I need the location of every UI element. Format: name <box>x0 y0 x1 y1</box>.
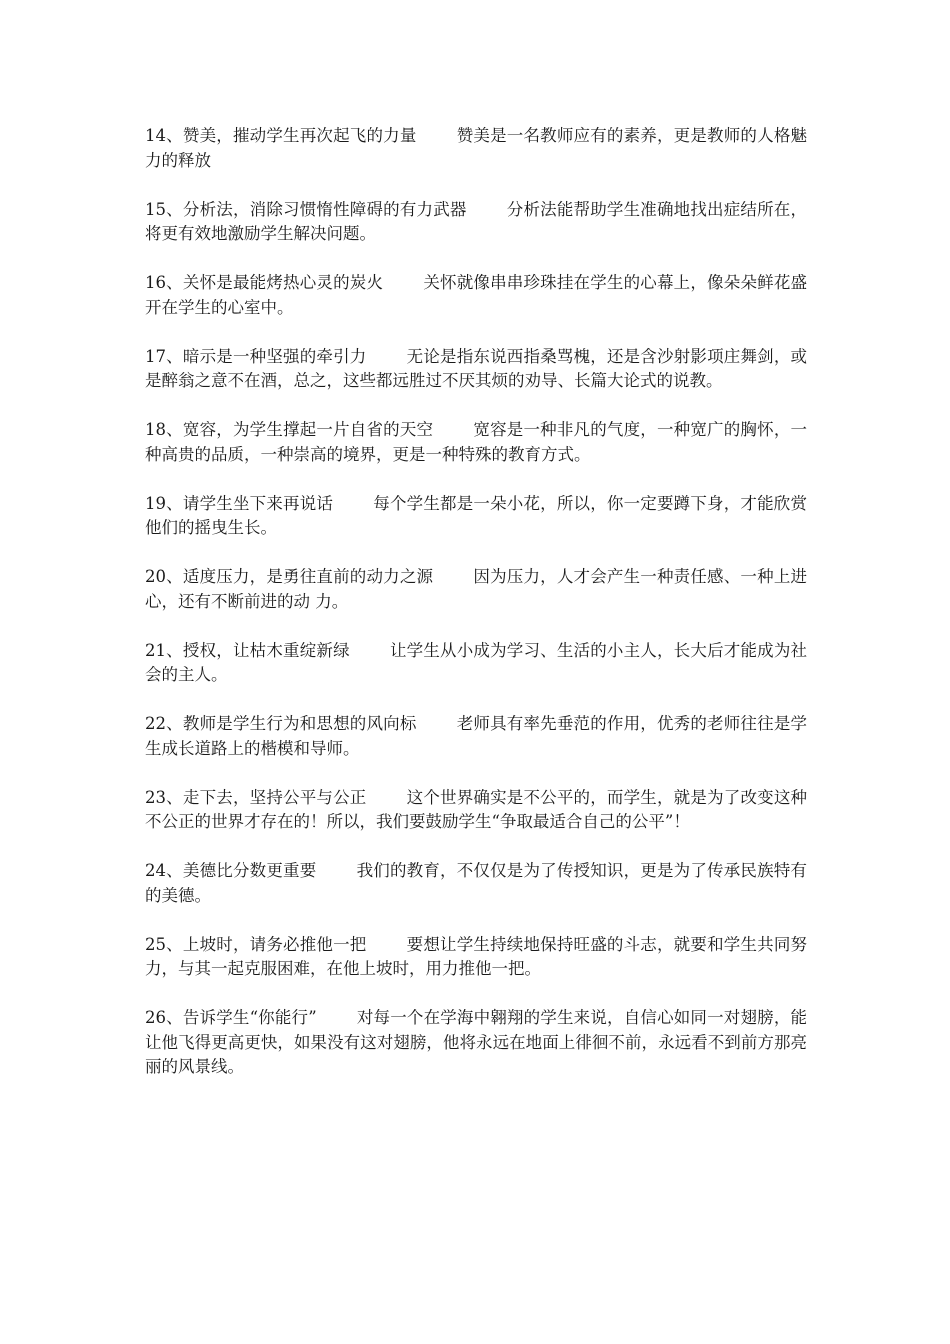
paragraph-18 <box>145 418 807 467</box>
paragraph-body: 老师具有率先垂范的作用，优秀的老师往往是学生成长道路上的楷模和导师。 <box>145 714 808 758</box>
paragraph-20 <box>145 565 807 614</box>
paragraph-body: 关怀就像串串珍珠挂在学生的心幕上，像朵朵鲜花盛开在学生的心室中。 <box>145 273 808 317</box>
paragraph-body: 要想让学生持续地保持旺盛的斗志，就要和学生共同努力，与其一起克服困难，在他上坡时，用力推他一把。 <box>145 934 808 978</box>
paragraph-body: 无论是指东说西指桑骂槐，还是含沙射影项庄舞剑，或是醉翁之意不在酒，总之，这些都远胜过不厌其烦的劝导、长篇大论式的说教。 <box>145 346 808 390</box>
paragraph-body: 我们的教育，不仅仅是为了传授知识，更是为了传承民族特有的美德。 <box>145 861 807 905</box>
paragraph-title: 17、暗示是一种坚强的牵引力 <box>145 346 367 366</box>
paragraph-title: 19、请学生坐下来再说话 <box>145 493 334 513</box>
paragraph-title: 21、授权，让枯木重绽新绿 <box>145 640 350 660</box>
paragraph-body: 这个世界确实是不公平的，而学生，就是为了改变这种不公正的世界才存在的！所以，我们要鼓励学生“争取最适合自己的公平”！ <box>145 787 808 831</box>
paragraph-body: 赞美是一名教师应有的素养，更是教师的人格魅力的释放 <box>145 126 808 170</box>
paragraph-title: 14、赞美，摧动学生再次起飞的力量 <box>145 126 417 145</box>
paragraph-title: 16、关怀是最能烤热心灵的炭火 <box>145 273 384 292</box>
paragraph-15 <box>145 198 807 247</box>
paragraph-26 <box>145 1006 807 1080</box>
paragraph-24 <box>145 859 807 908</box>
paragraph-25 <box>145 933 807 982</box>
paragraph-title: 25、上坡时，请务必推他一把 <box>145 934 367 954</box>
paragraph-body: 让学生从小成为学习、生活的小主人，长大后才能成为社会的主人。 <box>145 640 808 684</box>
paragraph-title: 15、分析法，消除习惯惰性障碍的有力武器 <box>145 199 467 219</box>
paragraph-14 <box>145 124 807 173</box>
document-page <box>145 124 807 1104</box>
paragraph-body: 因为压力，人才会产生一种责任感、一种上进心，还有不断前进的动 力。 <box>145 567 808 611</box>
paragraph-title: 26、告诉学生“你能行” <box>145 1008 317 1027</box>
paragraph-body: 分析法能帮助学生准确地找出症结所在，将更有效地激励学生解决问题。 <box>145 199 807 243</box>
paragraph-title: 20、适度压力，是勇往直前的动力之源 <box>145 567 434 586</box>
paragraph-22 <box>145 712 807 761</box>
paragraph-16 <box>145 271 807 320</box>
paragraph-title: 23、走下去，坚持公平与公正 <box>145 787 367 807</box>
paragraph-17 <box>145 345 807 394</box>
paragraph-body: 对每一个在学海中翱翔的学生来说，自信心如同一对翅膀，能让他飞得更高更快，如果没有这对翅膀，他将永远在地面上徘徊不前，永远看不到前方那亮丽的风景线。 <box>145 1008 808 1076</box>
paragraph-19 <box>145 492 807 541</box>
paragraph-21 <box>145 639 807 688</box>
paragraph-23 <box>145 786 807 835</box>
paragraph-body: 宽容是一种非凡的气度，一种宽广的胸怀，一种高贵的品质，一种崇高的境界，更是一种特殊的教育方式。 <box>145 420 808 464</box>
paragraph-body: 每个学生都是一朵小花，所以，你一定要蹲下身，才能欣赏他们的摇曳生长。 <box>145 493 807 537</box>
paragraph-title: 18、宽容，为学生撑起一片自省的天空 <box>145 420 434 439</box>
paragraph-title: 22、教师是学生行为和思想的风向标 <box>145 714 417 733</box>
paragraph-title: 24、美德比分数更重要 <box>145 861 317 880</box>
